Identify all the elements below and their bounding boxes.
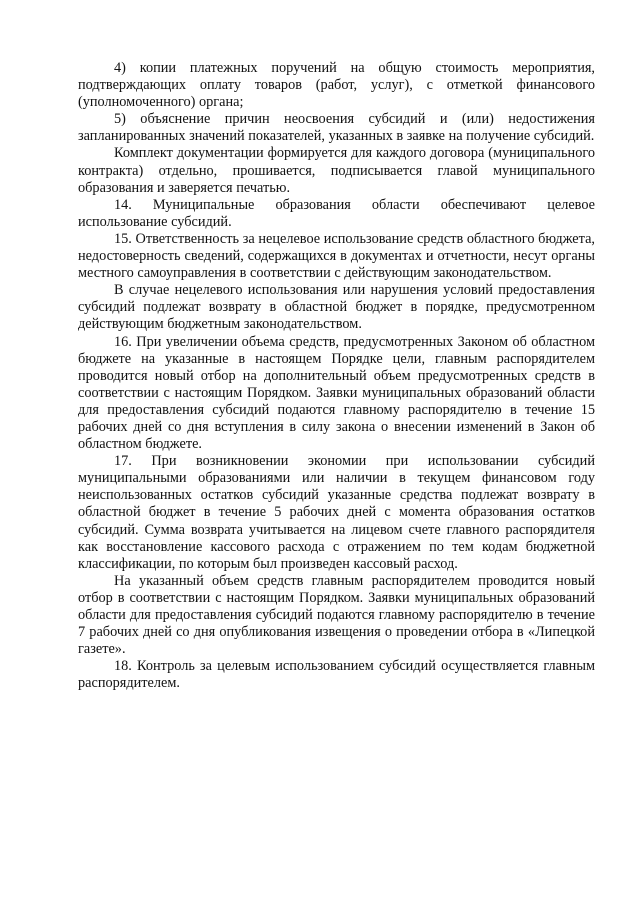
paragraph-item-5: 5) объяснение причин неосвоения субсидий и (или) недостижения запланированных значений показателей, указанных в заявке на получение субсидий. xyxy=(78,111,595,145)
paragraph-documentation-set: Комплект документации формируется для каждого договора (муниципального контракта) отдельно, прошивается, подписывается главой муниципального образования и заверяется печатью. xyxy=(78,145,595,196)
paragraph-item-4: 4) копии платежных поручений на общую стоимость мероприятия, подтверждающих оплату товаров (работ, услуг), с отметкой финансового (уполномоченного) органа; xyxy=(78,60,595,111)
paragraph-17: 17. При возникновении экономии при использовании субсидий муниципальными образованиями или наличии в текущем финансовом году неиспользованных остатков субсидий указанные средства подлежат возврату в областной бюджет в течение 5 рабочих дней с момента образования остатков субсидий. Сумма возврата учитывается на лицевом счете главного распорядителя как восстановление кассового расхода с отражением по тем кодам бюджетной классификации, по которым был произведен кассовый расход. xyxy=(78,453,595,572)
document-page xyxy=(78,60,595,692)
paragraph-15: 15. Ответственность за нецелевое использование средств областного бюджета, недостоверность сведений, содержащихся в документах и отчетности, несут органы местного самоуправления в соответствии с действующим законодательством. xyxy=(78,230,595,282)
paragraph-14: 14. Муниципальные образования области обеспечивают целевое использование субсидий. xyxy=(78,196,595,230)
paragraph-misuse-return: В случае нецелевого использования или нарушения условий предоставления субсидий подлежат возврату в областной бюджет в порядке, предусмотренном действующим бюджетным законодательством. xyxy=(78,282,595,333)
paragraph-18: 18. Контроль за целевым использованием субсидий осуществляется главным распорядителем. xyxy=(78,658,595,692)
paragraph-new-selection: На указанный объем средств главным распорядителем проводится новый отбор в соответствии с настоящим Порядком. Заявки муниципальных образований области для предоставления субсидий подаются главному распорядителю в течение 7 рабочих дней со дня опубликования извещения о проведении отбора в «Липецкой газете». xyxy=(78,572,595,658)
paragraph-16: 16. При увеличении объема средств, предусмотренных Законом об областном бюджете на указанные в настоящем Порядке цели, главным распорядителем проводится новый отбор на дополнительный объем предусмотренных средств в соответствии с настоящим Порядком. Заявки муниципальных образований области для предоставления субсидий подаются главному распорядителю в течение 15 рабочих дней со дня вступления в силу закона о внесении изменений в Закон об областном бюджете. xyxy=(78,333,595,453)
